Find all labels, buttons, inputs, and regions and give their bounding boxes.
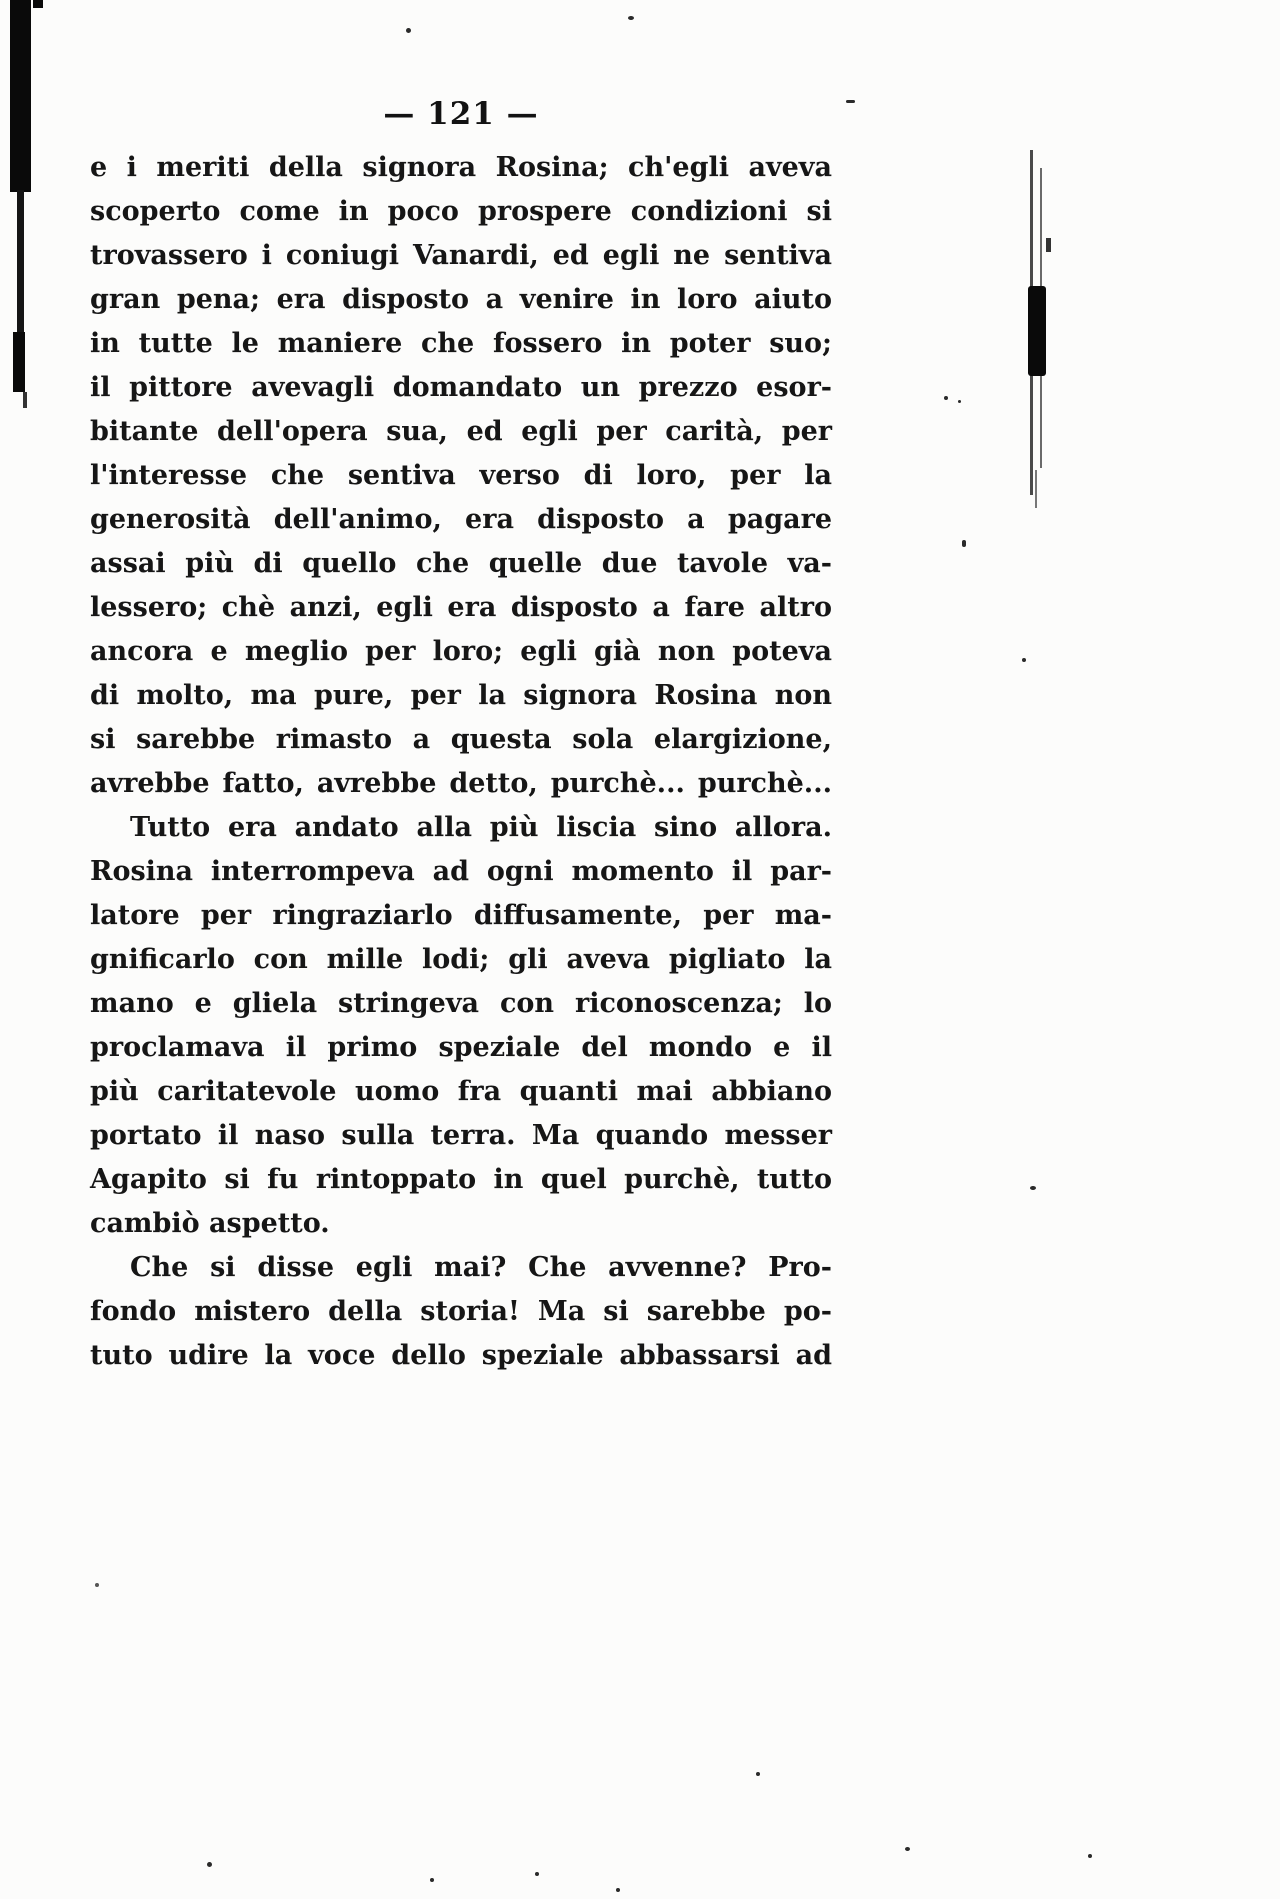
text-line: il pittore avevagli domandato un prezzo esor-	[90, 372, 832, 403]
paragraph	[90, 146, 832, 806]
ink-speck	[430, 1878, 434, 1882]
scan-artifact	[10, 0, 31, 192]
text-line: cambiò aspetto.	[90, 1208, 330, 1239]
ink-speck	[535, 1872, 539, 1876]
text-line: bitante dell'opera sua, ed egli per carità, per	[90, 416, 832, 447]
text-line: trovassero i coniugi Vanardi, ed egli ne sentiva	[90, 240, 832, 271]
paragraph	[90, 806, 832, 1246]
text-line: Agapito si fu rintoppato in quel purchè, tutto	[90, 1164, 832, 1195]
ink-speck	[756, 1772, 760, 1776]
text-line: si sarebbe rimasto a questa sola elargizione,	[90, 724, 832, 755]
text-line: lessero; chè anzi, egli era disposto a fare altro	[90, 592, 832, 623]
text-line: Tutto era andato alla più liscia sino allora.	[130, 812, 832, 843]
text-line: gran pena; era disposto a venire in loro aiuto	[90, 284, 832, 315]
text-line: portato il naso sulla terra. Ma quando messer	[90, 1120, 832, 1151]
ink-speck	[95, 1583, 99, 1587]
ink-speck	[1030, 1186, 1036, 1190]
ink-speck	[846, 100, 855, 103]
ink-speck	[905, 1847, 910, 1851]
scan-artifact	[23, 392, 27, 408]
scan-artifact	[17, 190, 24, 336]
text-line: ancora e meglio per loro; egli già non poteva	[90, 636, 832, 667]
scan-artifact	[1035, 470, 1037, 508]
text-line: fondo mistero della storia! Ma si sarebbe po-	[90, 1296, 832, 1327]
text-line: Rosina interrompeva ad ogni momento il par-	[90, 856, 832, 887]
ink-speck	[1022, 658, 1026, 662]
scan-artifact	[33, 0, 43, 8]
text-block	[90, 146, 832, 1378]
paragraph	[90, 1246, 832, 1378]
text-line: e i meriti della signora Rosina; ch'egli aveva	[90, 152, 832, 183]
text-line: gnificarlo con mille lodi; gli aveva pigliato la	[90, 944, 832, 975]
ink-speck	[406, 28, 411, 33]
page-number: — 121 —	[383, 96, 539, 132]
text-line: tuto udire la voce dello speziale abbassarsi ad	[90, 1340, 832, 1371]
ink-speck	[616, 1888, 620, 1892]
text-line: l'interesse che sentiva verso di loro, per la	[90, 460, 832, 491]
ink-speck	[962, 540, 966, 547]
ink-speck	[207, 1862, 212, 1867]
text-line: mano e gliela stringeva con riconoscenza; lo	[90, 988, 832, 1019]
ink-speck	[628, 16, 634, 20]
scan-artifact	[1028, 286, 1046, 376]
text-line: latore per ringraziarlo diffusamente, per ma-	[90, 900, 832, 931]
scan-artifact	[1046, 238, 1051, 252]
text-line: più caritatevole uomo fra quanti mai abbiano	[90, 1076, 832, 1107]
text-line: avrebbe fatto, avrebbe detto, purchè... purchè...	[90, 768, 832, 799]
text-line: assai più di quello che quelle due tavole va-	[90, 548, 832, 579]
text-line: scoperto come in poco prospere condizioni si	[90, 196, 832, 227]
text-line: di molto, ma pure, per la signora Rosina non	[90, 680, 832, 711]
ink-speck	[944, 396, 948, 400]
scan-artifact	[13, 332, 25, 392]
text-line: Che si disse egli mai? Che avvenne? Pro-	[130, 1252, 832, 1283]
text-line: generosità dell'animo, era disposto a pagare	[90, 504, 832, 535]
ink-speck	[1088, 1854, 1092, 1858]
text-line: proclamava il primo speziale del mondo e il	[90, 1032, 832, 1063]
ink-speck	[958, 400, 961, 403]
text-line: in tutte le maniere che fossero in poter suo;	[90, 328, 832, 359]
